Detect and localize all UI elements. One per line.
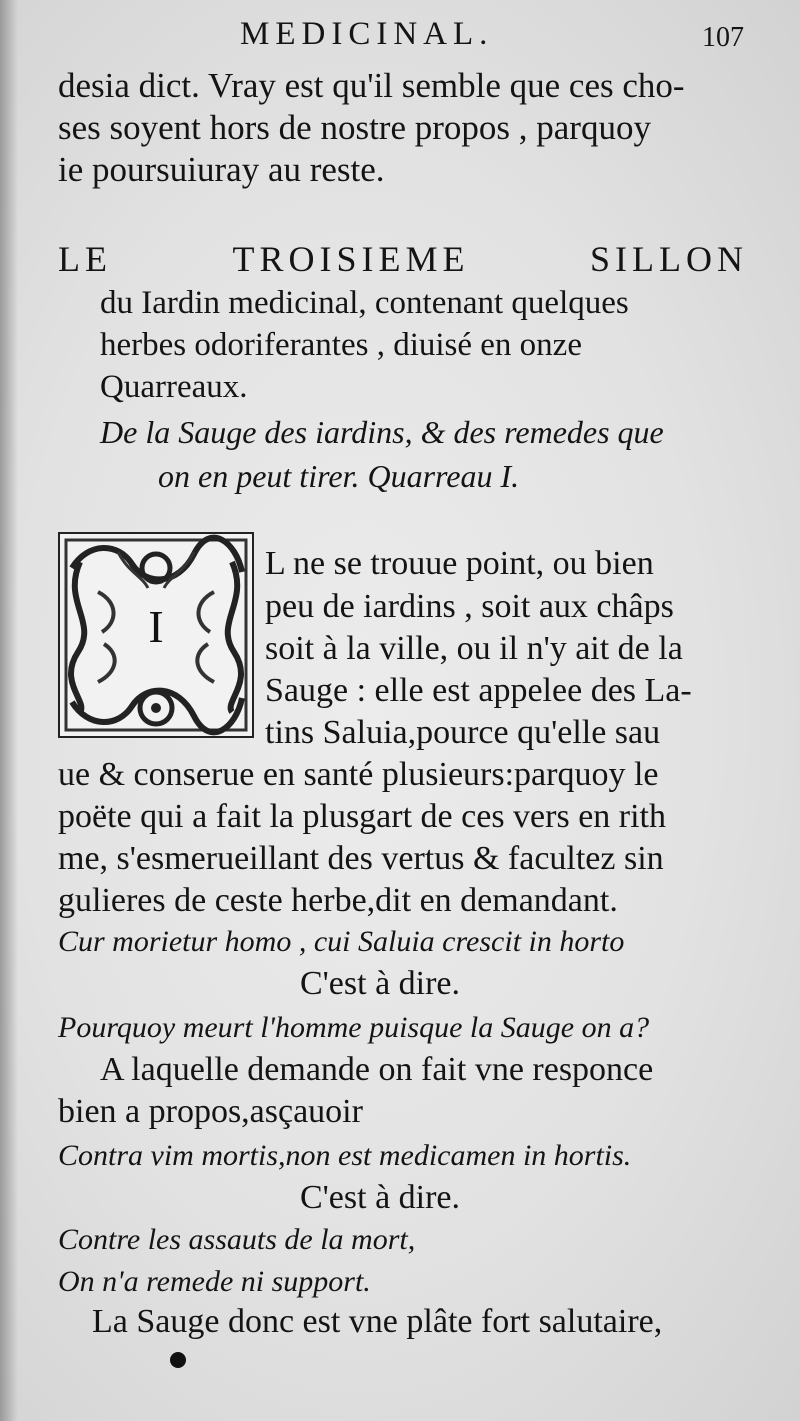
cest-a-dire: C'est à dire. bbox=[300, 965, 461, 1002]
section-heading-word: LE bbox=[58, 239, 112, 279]
intro-line: desia dict. Vray est qu'il semble que ces cho- bbox=[58, 66, 685, 105]
body-line: soit à la ville, ou il n'y ait de la bbox=[265, 630, 683, 667]
heading-line: herbes odoriferantes , diuisé en onze bbox=[100, 327, 582, 363]
intro-line: ses soyent hors de nostre propos , parquoy bbox=[58, 108, 651, 147]
body-line: peu de iardins , soit aux châps bbox=[265, 588, 674, 625]
ornamental-initial bbox=[58, 532, 254, 738]
cest-a-dire: C'est à dire. bbox=[300, 1179, 461, 1216]
section-heading bbox=[58, 237, 748, 281]
body-line: Sauge : elle est appelee des La- bbox=[265, 672, 692, 709]
section-heading-word: SILLON bbox=[589, 239, 748, 279]
body-line: L ne se trouue point, ou bien bbox=[265, 545, 654, 582]
response-line: A laquelle demande on fait vne responce bbox=[100, 1051, 654, 1088]
intro-line: ie poursuiuray au reste. bbox=[58, 150, 385, 189]
ink-speck bbox=[170, 1352, 186, 1368]
subtitle-line: De la Sauge des iardins, & des remedes que bbox=[100, 414, 664, 450]
running-head bbox=[0, 16, 800, 60]
section-heading-word: TROISIEME bbox=[232, 239, 470, 279]
running-head-title: MEDICINAL. bbox=[240, 16, 494, 52]
french-quote-line: On n'a remede ni support. bbox=[58, 1265, 371, 1298]
response-line: bien a propos,asçauoir bbox=[58, 1093, 363, 1130]
body-line: ue & conserue en santé plusieurs:parquoy le bbox=[58, 756, 659, 793]
subtitle-line: on en peut tirer. Quarreau I. bbox=[158, 458, 520, 494]
heading-line: du Iardin medicinal, contenant quelques bbox=[100, 285, 629, 321]
french-quote: Pourquoy meurt l'homme puisque la Sauge on a? bbox=[58, 1011, 650, 1044]
heading-line: Quarreaux. bbox=[100, 369, 248, 405]
body-line: gulieres de ceste herbe,dit en demandant. bbox=[58, 882, 618, 919]
body-line: me, s'esmerueillant des vertus & facultez sin bbox=[58, 840, 664, 877]
body-line: poëte qui a fait la plusgart de ces vers en rith bbox=[58, 798, 666, 835]
french-quote-line: Contre les assauts de la mort, bbox=[58, 1223, 416, 1256]
last-line: La Sauge donc est vne plâte fort salutaire, bbox=[92, 1303, 663, 1340]
initial-letter: I bbox=[148, 601, 164, 652]
page-number: 107 bbox=[702, 22, 744, 53]
body-line: tins Saluia,pource qu'elle sau bbox=[265, 714, 661, 751]
latin-quote: Cur morietur homo , cui Saluia crescit in horto bbox=[58, 925, 625, 958]
latin-quote: Contra vim mortis,non est medicamen in hortis. bbox=[58, 1139, 632, 1172]
